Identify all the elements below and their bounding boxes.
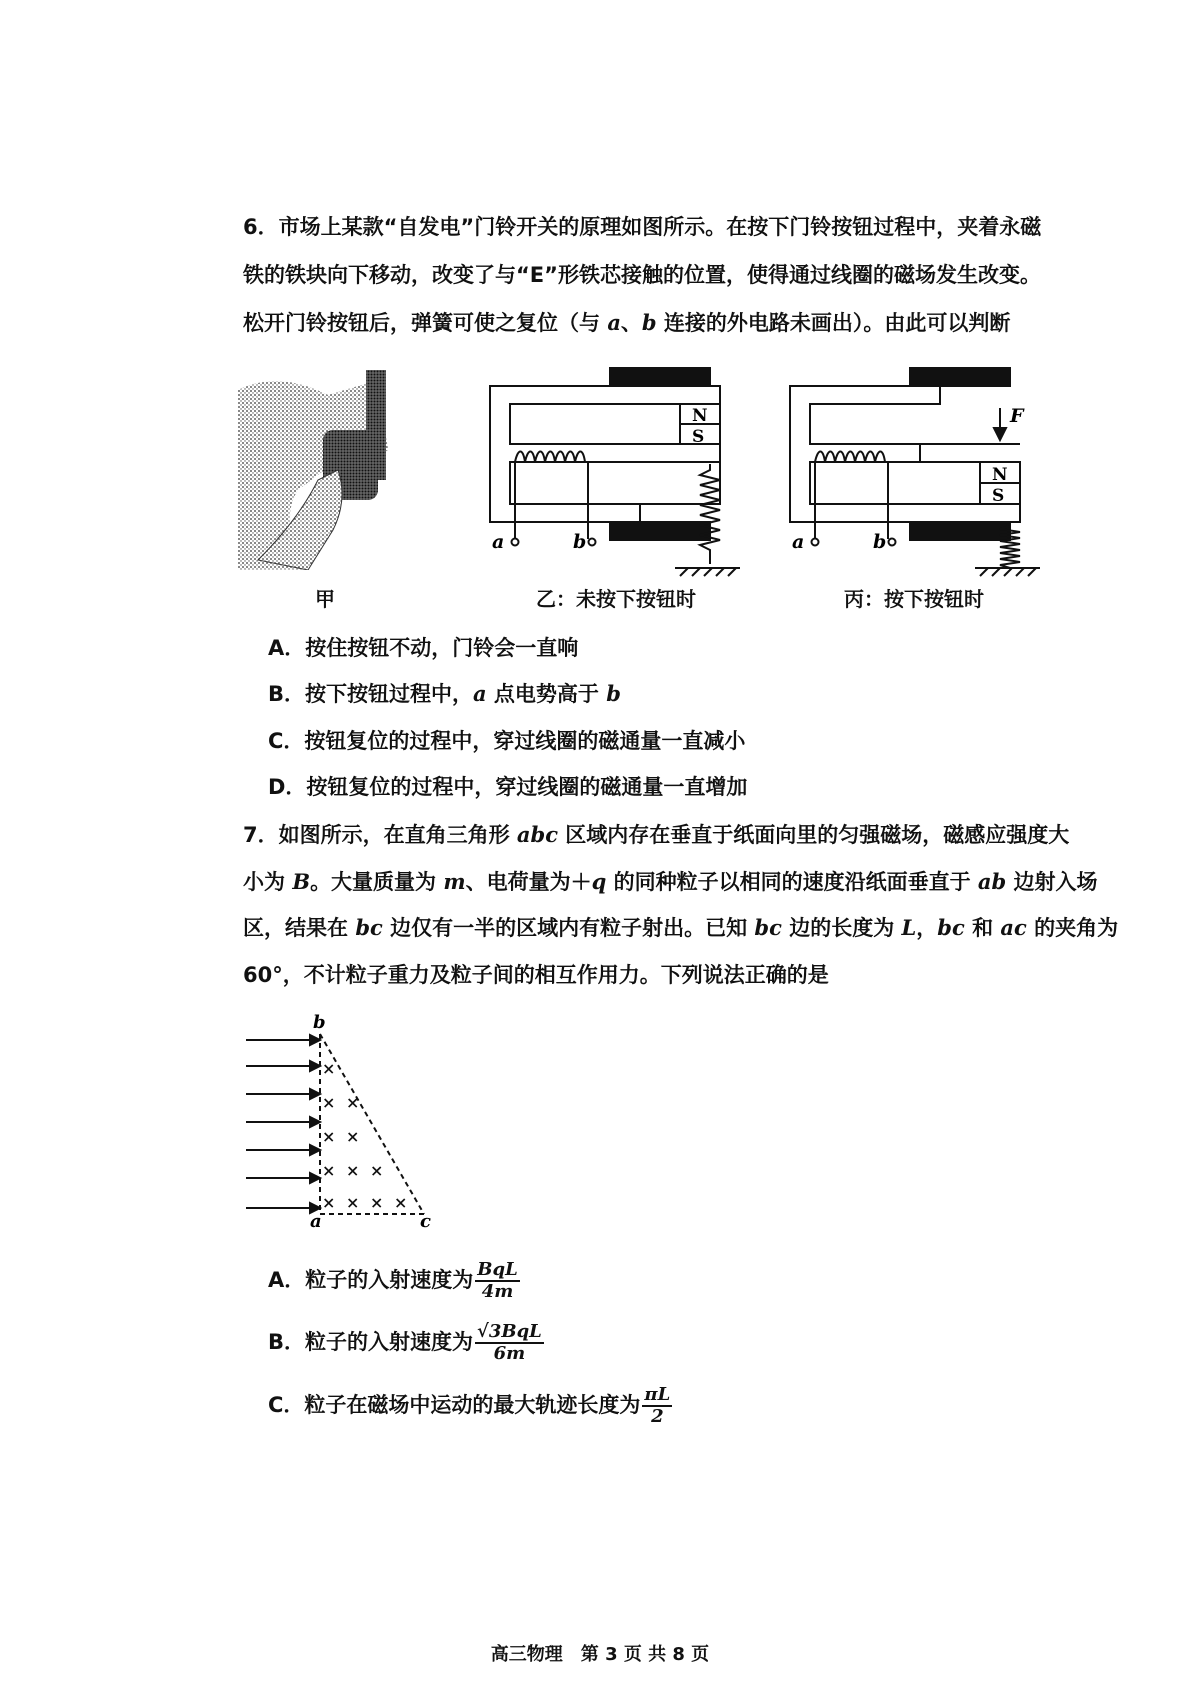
vertex-c: c [420, 1211, 431, 1230]
q7-line-2 [243, 868, 1098, 896]
q7-abc: abc [516, 822, 558, 847]
q6-line-3-b: 连接的外电路未画出）。由此可以判断 [656, 311, 1011, 335]
fraction [475, 1322, 544, 1364]
cross-mark: × [322, 1193, 336, 1212]
q7-var-b: B [292, 869, 311, 894]
cross-mark: × [394, 1193, 408, 1212]
var-a: a [607, 310, 621, 335]
caption-yi: 乙：未按下按钮时 [536, 587, 696, 611]
triangle-field-diagram [240, 1010, 440, 1230]
caption-bing: 丙：按下按钮时 [844, 587, 984, 611]
field-crosses [322, 1059, 407, 1212]
q6-option-b-mid: 点电势高于 [486, 682, 607, 706]
cross-mark: × [370, 1193, 384, 1212]
q7-option-c-text: C．粒子在磁场中运动的最大轨迹长度为 [268, 1393, 641, 1417]
q7-line-4: 60°，不计粒子重力及粒子间的相互作用力。下列说法正确的是 [243, 963, 829, 987]
vertex-b: b [313, 1012, 326, 1033]
q7-line-1 [243, 821, 1069, 849]
q6-option-d: D．按钮复位的过程中，穿过线圈的磁通量一直增加 [268, 775, 748, 799]
q7-l3-mid2: 边的长度为 [781, 916, 902, 940]
label-n-pressed: N [992, 465, 1008, 485]
q7-var-ab: ab [977, 869, 1007, 894]
fraction-denominator: 6m [493, 1343, 526, 1364]
q7-var-ac: ac [1000, 915, 1027, 940]
q6-line-1: 6．市场上某款“自发电”门铃开关的原理如图所示。在按下门铃按钮过程中，夹着永磁 [243, 215, 1042, 239]
vertex-a: a [310, 1211, 322, 1230]
cross-mark: × [322, 1093, 336, 1112]
q6-option-b-a: a [473, 681, 487, 706]
q7-var-l: L [901, 915, 917, 940]
cross-mark: × [322, 1127, 336, 1146]
fraction-numerator: √3BqL [477, 1321, 542, 1342]
q6-option-a: A．按住按钮不动，门铃会一直响 [268, 636, 579, 660]
doorbell-photo [238, 370, 418, 570]
fraction-denominator: 4m [481, 1281, 514, 1302]
q7-option-b [268, 1322, 544, 1364]
fraction-denominator: 2 [651, 1406, 664, 1427]
cross-mark: × [346, 1093, 360, 1112]
q6-line-3 [243, 309, 1010, 337]
q7-l1-post: 区域内存在垂直于纸面向里的匀强磁场，磁感应强度大 [558, 823, 1070, 847]
q7-l2-mid1: 。大量质量为 [310, 870, 444, 894]
q7-var-m: m [443, 869, 466, 894]
fraction-numerator: πL [644, 1384, 671, 1405]
q7-l2-mid2: 、电荷量为＋ [465, 870, 592, 894]
label-a: a [492, 531, 505, 553]
label-n: N [692, 406, 708, 426]
cross-mark: × [322, 1059, 336, 1078]
q7-var-bc2: bc [754, 915, 782, 940]
q7-option-b-text: B．粒子的入射速度为 [268, 1330, 474, 1354]
cross-mark: × [346, 1193, 360, 1212]
page-footer: 高三物理 第 3 页 共 8 页 [490, 1644, 710, 1665]
sep: 、 [620, 311, 642, 335]
label-b-pressed: b [873, 531, 887, 553]
q7-l2-post: 边射入场 [1006, 870, 1098, 894]
q7-option-a-text: A．粒子的入射速度为 [268, 1268, 474, 1292]
cross-mark: × [370, 1161, 384, 1180]
q7-var-bc3: bc [937, 915, 965, 940]
q7-l2-pre: 小为 [243, 870, 293, 894]
q7-option-c [268, 1385, 672, 1427]
fraction-numerator: BqL [477, 1259, 518, 1280]
label-s: S [692, 427, 705, 447]
q6-option-b [268, 680, 621, 708]
cross-mark: × [322, 1161, 336, 1180]
diagram-pressed [770, 364, 1050, 584]
q7-var-q: q [591, 869, 607, 894]
diagram-unpressed [470, 364, 750, 584]
fraction [642, 1385, 672, 1427]
q7-l3-mid3: ， [916, 916, 938, 940]
cross-mark: × [346, 1127, 360, 1146]
label-b: b [573, 531, 587, 553]
q7-l1-pre: 7．如图所示，在直角三角形 [243, 823, 517, 847]
q6-option-b-b: b [606, 681, 621, 706]
q7-l3-pre: 区，结果在 [243, 916, 356, 940]
q6-option-c: C．按钮复位的过程中，穿过线圈的磁通量一直减小 [268, 729, 746, 753]
q7-l3-post: 的夹角为 [1026, 916, 1119, 940]
label-s-pressed: S [992, 486, 1005, 506]
q7-l2-mid3: 的同种粒子以相同的速度沿纸面垂直于 [606, 870, 978, 894]
q6-line-3-a: 松开门铃按钮后，弹簧可使之复位（与 [243, 311, 608, 335]
q7-var-bc: bc [355, 915, 383, 940]
fraction [475, 1260, 519, 1302]
q7-line-3 [243, 914, 1118, 942]
var-b: b [641, 310, 657, 335]
label-a-pressed: a [792, 531, 805, 553]
cross-mark: × [346, 1161, 360, 1180]
q6-option-b-pre: B．按下按钮过程中， [268, 682, 474, 706]
q7-l3-mid1: 边仅有一半的区域内有粒子射出。已知 [382, 916, 755, 940]
q7-option-a [268, 1260, 520, 1302]
q7-l3-mid4: 和 [964, 916, 1001, 940]
label-f: F [1010, 405, 1024, 427]
caption-jia: 甲 [315, 587, 335, 611]
q6-line-2: 铁的铁块向下移动，改变了与“E”形铁芯接触的位置，使得通过线圈的磁场发生改变。 [243, 263, 1041, 287]
